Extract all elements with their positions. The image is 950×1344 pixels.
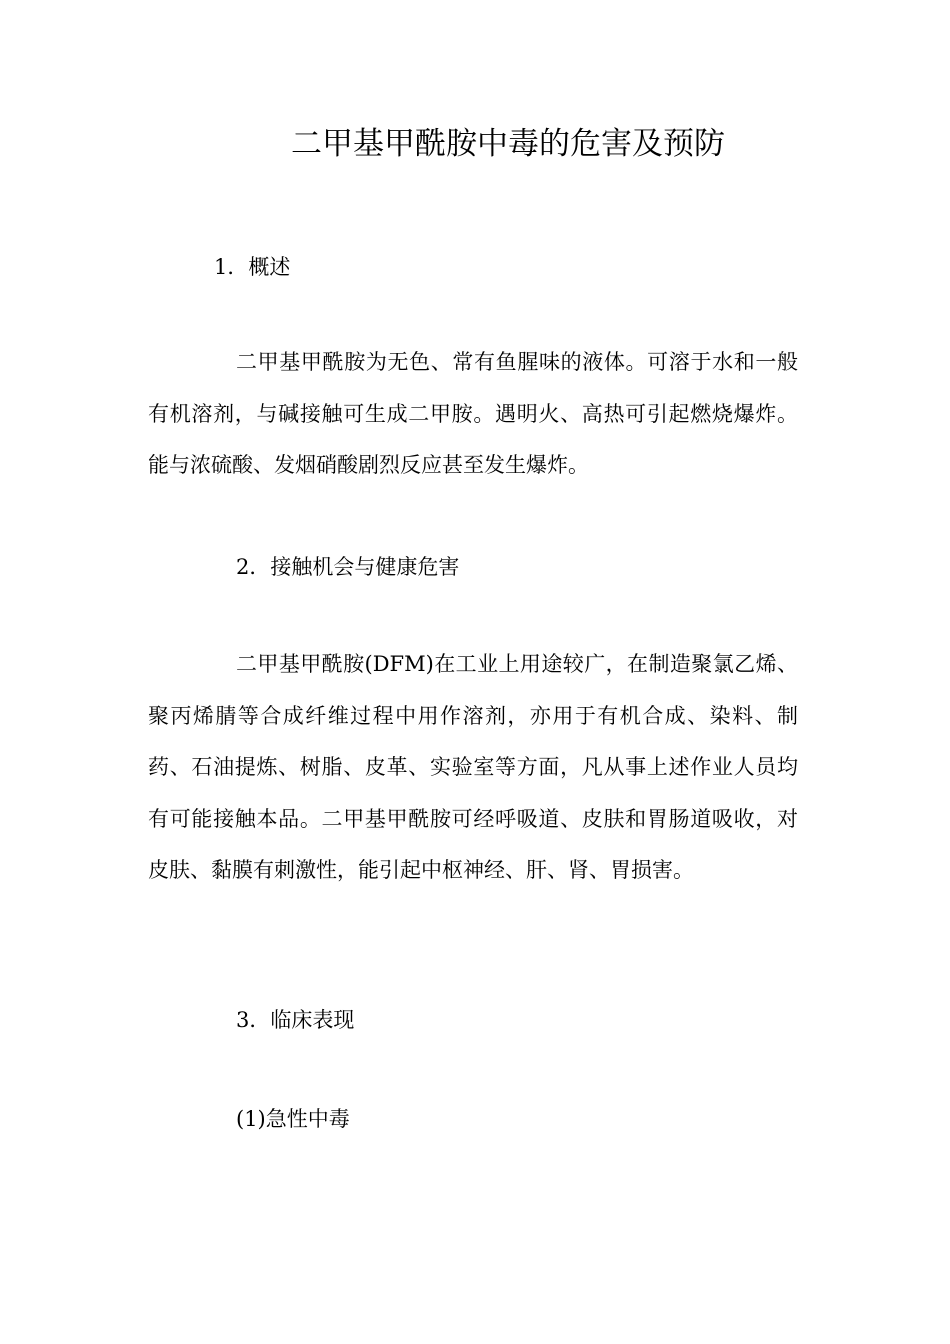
section-heading-exposure-hazards: 2．接触机会与健康危害 — [236, 555, 460, 579]
section-paragraph-exposure-hazards: 二甲基甲酰胺(DFM)在工业上用途较广，在制造聚氯乙烯、聚丙烯腈等合成纤维过程中用作溶剂，亦用于有机合成、染料、制药、石油提炼、树脂、皮革、实验室等方面，凡从事上述作业人员均有可能接触本品。二甲基甲酰胺可经呼吸道、皮肤和胃肠道吸收，对皮肤、黏膜有刺激性，能引起中枢神经、肝、肾、胃损害。 — [148, 652, 798, 882]
section-heading-overview: 1．概述 — [214, 255, 291, 279]
document-title: 二甲基甲酰胺中毒的危害及预防 — [291, 126, 725, 162]
section-paragraph-overview: 二甲基甲酰胺为无色、常有鱼腥味的液体。可溶于水和一般有机溶剂，与碱接触可生成二甲胺。遇明火、高热可引起燃烧爆炸。能与浓硫酸、发烟硝酸剧烈反应甚至发生爆炸。 — [148, 350, 798, 477]
subsection-heading-acute-poisoning: (1)急性中毒 — [236, 1107, 350, 1131]
section-heading-clinical: 3．临床表现 — [236, 1008, 355, 1032]
